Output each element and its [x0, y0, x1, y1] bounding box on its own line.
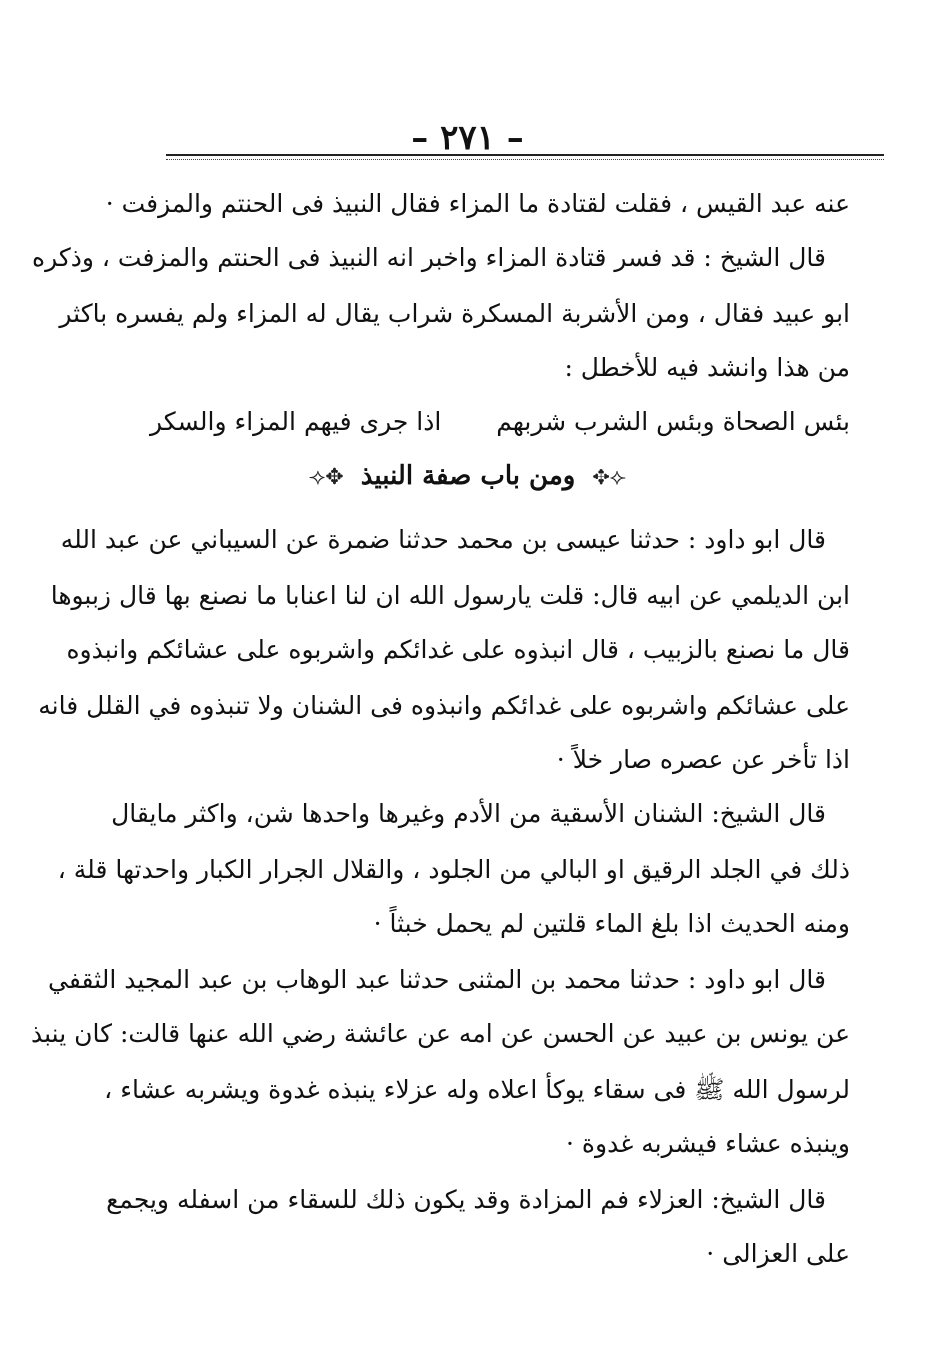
text-line-5: قال ابو داود : حدثنا عيسى بن محمد حدثنا ضمرة عن السيباني عن عبد الله [60, 525, 826, 554]
text-line-8: على عشائكم واشربوه على غدائكم وانبذوه فى الشنان ولا تنبذوه في القلل فانه [38, 691, 850, 720]
text-line-2: قال الشيخ : قد فسر قتادة المزاء واخبر انه النبيذ فى الحنتم والمزفت ، وذكره [31, 243, 826, 272]
text-line-17: قال الشيخ: العزلاء فم المزادة وقد يكون ذلك للسقاء من اسفله ويجمع [106, 1185, 826, 1214]
text-line-12: ومنه الحديث اذا بلغ الماء قلتين لم يحمل خبثاً · [373, 909, 850, 938]
section-title: ومن باب صفة النبيذ [360, 461, 576, 491]
heading-ornament-right: ⟢✥ [592, 465, 627, 490]
text-line-1: عنه عبد القيس ، فقلت لقتادة ما المزاء فقال النبيذ فى الحنتم والمزفت · [105, 189, 850, 218]
section-heading [0, 456, 935, 498]
poetry-verse [150, 400, 850, 444]
text-line-3: ابو عبيد فقال ، ومن الأشربة المسكرة شراب يقال له المزاء ولم يفسره باكثر [59, 299, 850, 328]
text-line-14: عن يونس بن عبيد عن الحسن عن امه عن عائشة رضي الله عنها قالت: كان ينبذ [31, 1019, 850, 1048]
verse-hemistich-second: اذا جرى فيهم المزاء والسكر [150, 407, 442, 436]
text-line-11: ذلك في الجلد الرقيق او البالي من الجلود ، والقلال الجرار الكبار واحدتها قلة ، [57, 855, 850, 884]
header-rule-dotted [166, 159, 884, 160]
header-rule [166, 154, 884, 156]
text-line-16: وينبذه عشاء فيشربه غدوة · [566, 1129, 850, 1158]
verse-hemistich-first: بئس الصحاة وبئس الشرب شربهم [496, 407, 850, 436]
text-line-4: من هذا وانشد فيه للأخطل : [564, 353, 850, 382]
text-line-10: قال الشيخ: الشنان الأسقية من الأدم وغيرها واحدها شن، واكثر مايقال [111, 799, 826, 828]
text-line-15: لرسول الله ﷺ فى سقاء يوكأ اعلاه وله عزلاء ينبذه غدوة ويشربه عشاء ، [104, 1075, 850, 1104]
heading-ornament-left: ✥⟣ [308, 465, 344, 490]
text-line-9: اذا تأخر عن عصره صار خلاً · [556, 745, 850, 774]
text-line-18: على العزالى · [706, 1239, 850, 1268]
text-line-7: قال ما نصنع بالزبيب ، قال انبذوه على غدائكم واشربوه على عشائكم وانبذوه [66, 635, 850, 664]
text-line-13: قال ابو داود : حدثنا محمد بن المثنى حدثنا عبد الوهاب بن عبد المجيد الثقفي [48, 965, 826, 994]
page-number: – ٢٧١ – [411, 118, 524, 158]
text-line-6: ابن الديلمي عن ابيه قال: قلت يارسول الله ان لنا اعنابا ما نصنع بها قال زببوها [50, 581, 850, 610]
